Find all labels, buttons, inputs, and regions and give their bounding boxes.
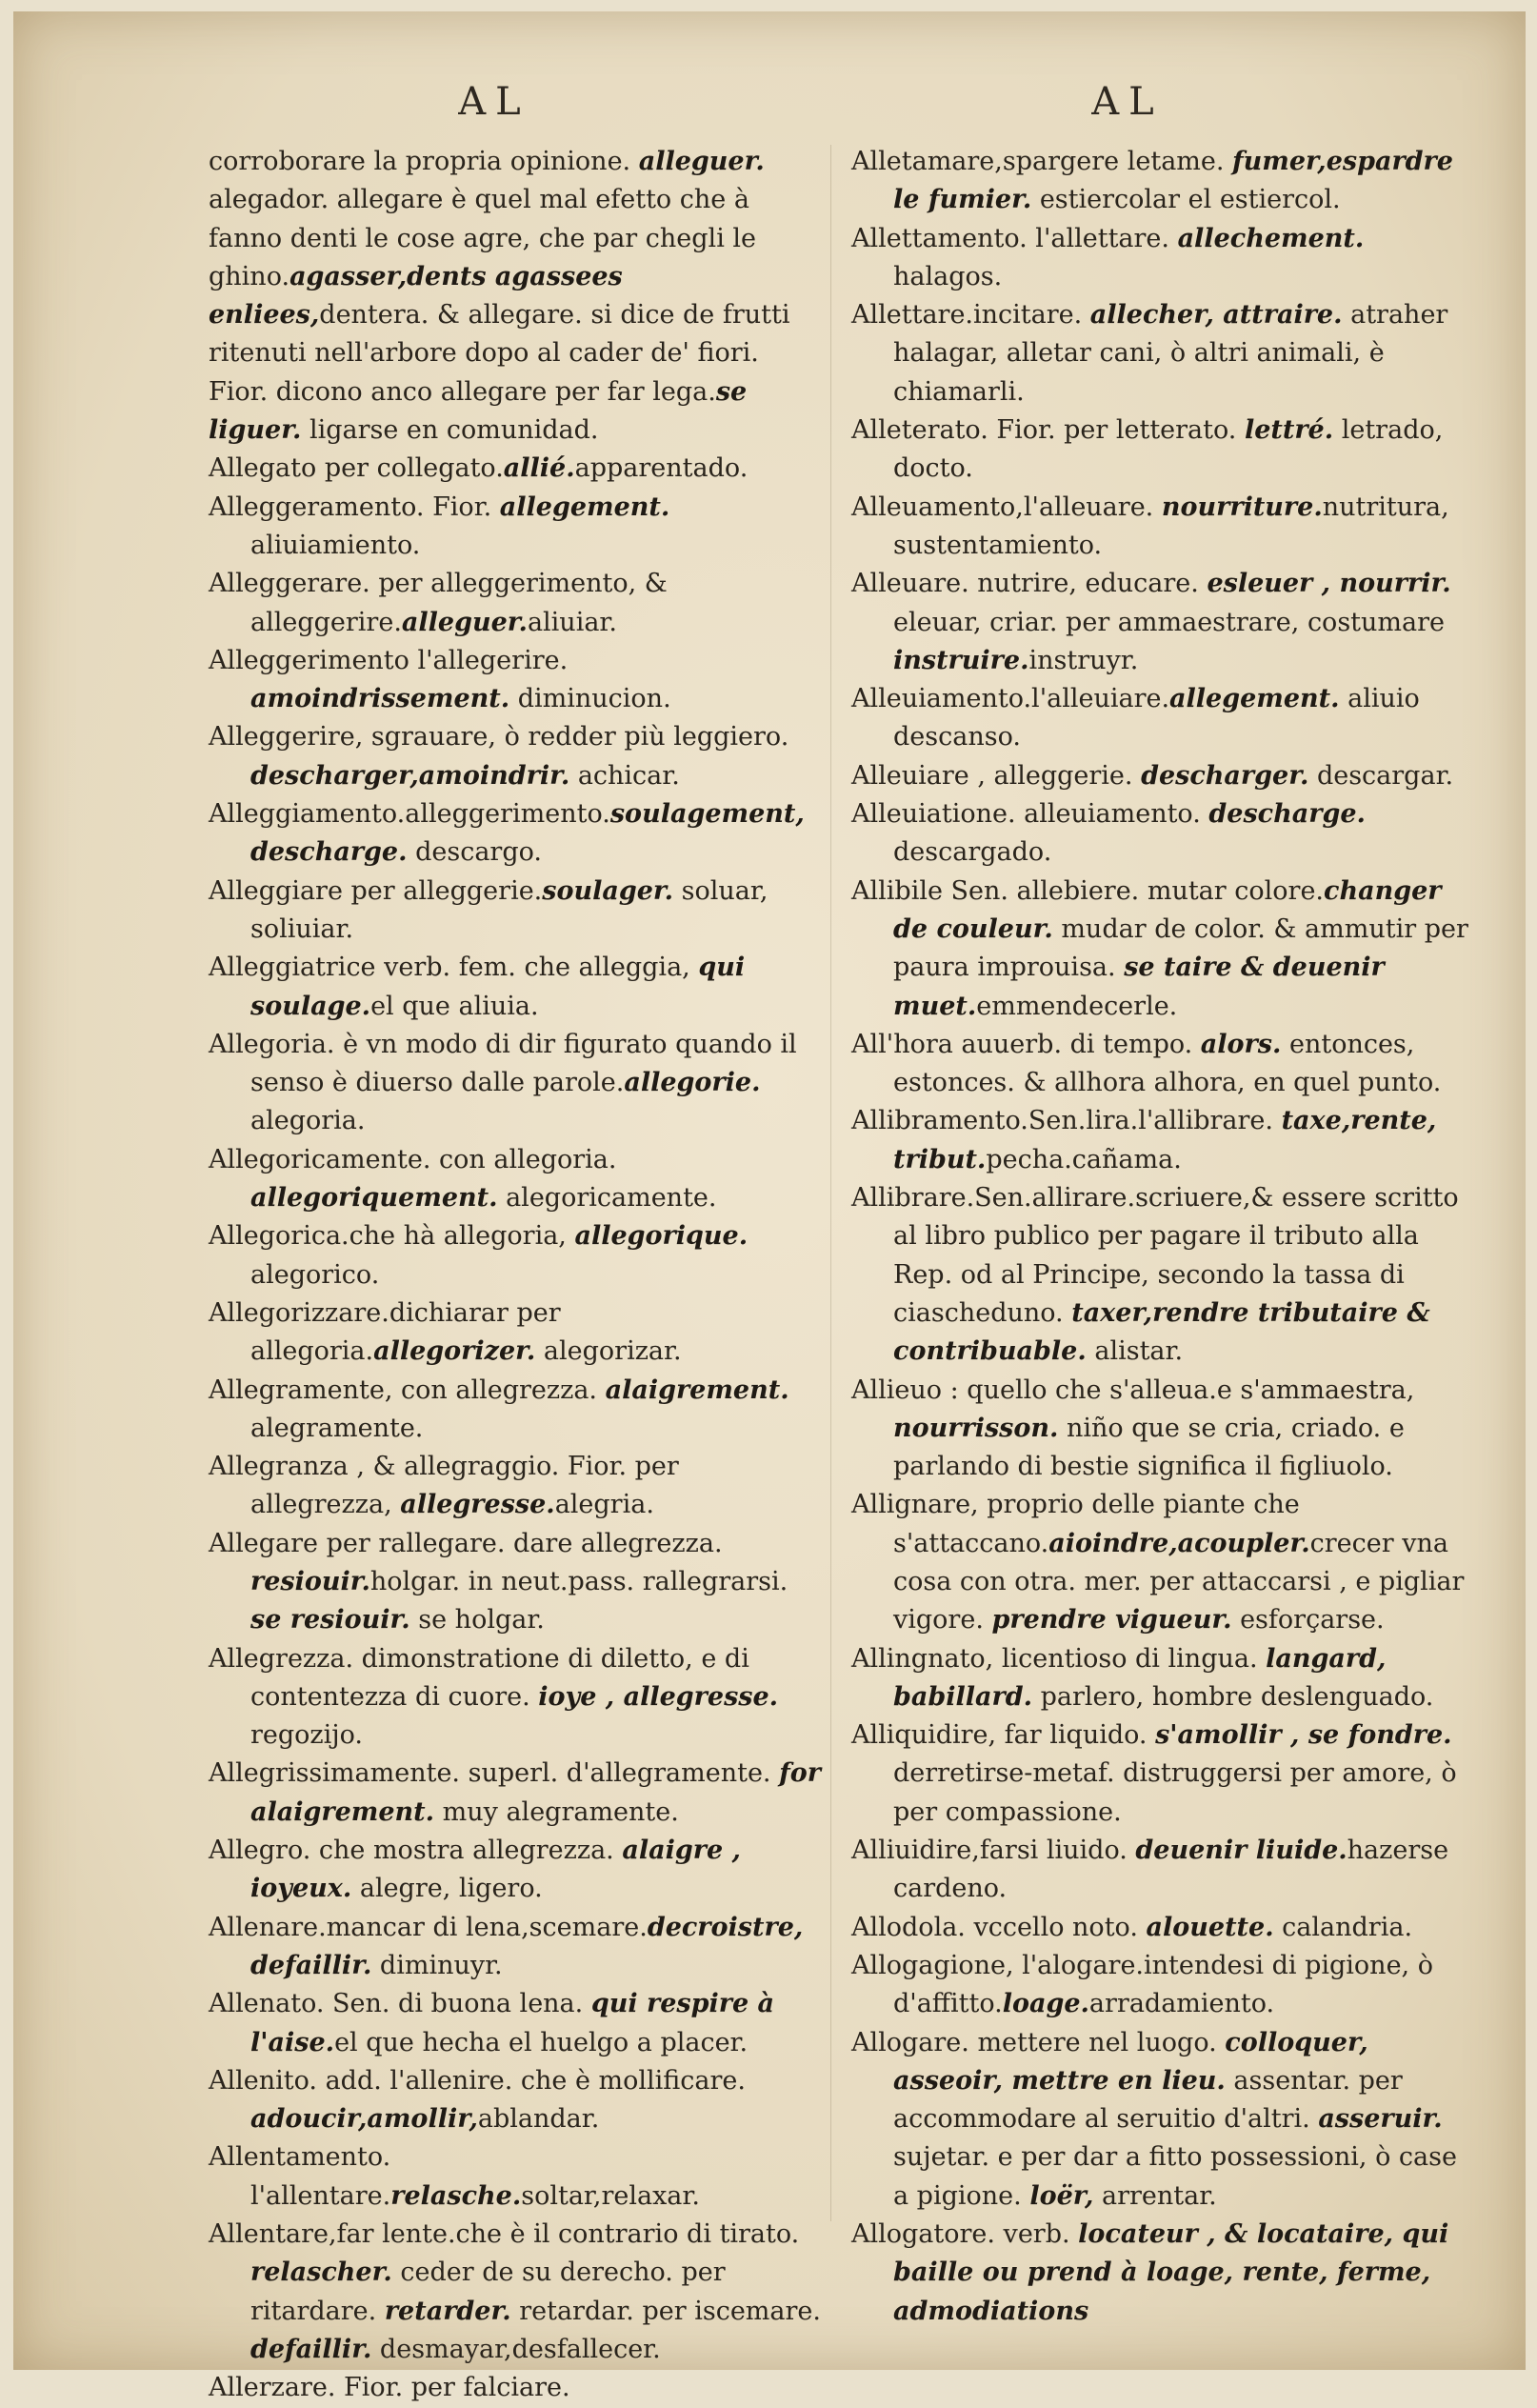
dictionary-entry: Alliuidire,farsi liuido. deuenir liuide.hazerse cardeno.	[851, 1836, 1449, 1904]
left-column	[209, 143, 824, 2408]
dictionary-entry: Allodola. vccello noto. alouette. calandria.	[851, 1912, 1413, 1942]
dictionary-entry: Allignare, proprio delle piante che s'attaccano.aioindre,acoupler.crecer vna cosa con otra. mer. per attaccarsi , e pigliar vigore. prendre vigueur. esforçarse.	[851, 1490, 1465, 1635]
dictionary-entry: Alletamare,spargere letame. fumer,espardre le fumier. estiercolar el estiercol.	[851, 147, 1453, 215]
dictionary-entry: Allegorizzare.dichiarar per allegoria.allegorizer. alegorizar.	[209, 1297, 682, 1367]
dictionary-entry: Allogatore. verb. locateur , & locataire, qui baille ou prend à loage, rente, ferme, admodiations	[851, 2219, 1449, 2326]
dictionary-entry: Allettare.incitare. allecher, attraire. atraher halagar, alletar cani, ò altri animali, è chiamarli.	[851, 300, 1448, 407]
dictionary-entry: Allegranza , & allegraggio. Fior. per allegrezza, allegresse.alegria.	[209, 1452, 679, 1520]
dictionary-entry: Allettamento. l'allettare. allechement. halagos.	[851, 223, 1365, 291]
dictionary-entry: Allegrissimamente. superl. d'allegramente. for alaigrement. muy alegramente.	[209, 1758, 821, 1827]
dictionary-entry: Alleggiamento.alleggerimento.soulagement, descharge. descargo.	[209, 799, 805, 868]
dictionary-entry: Allenito. add. l'allenire. che è mollificare. adoucir,amollir,ablandar.	[209, 2065, 746, 2135]
dictionary-entry: Allentamento. l'allentare.relasche.soltar,relaxar.	[209, 2142, 700, 2211]
dictionary-entry: Allegramente, con allegrezza. alaigrement. alegramente.	[209, 1375, 789, 1443]
dictionary-entry: Allegro. che mostra allegrezza. alaigre , ioyeux. alegre, ligero.	[209, 1836, 741, 1904]
dictionary-entry: Allingnato, licentioso di lingua. langard, babillard. parlero, hombre deslenguado.	[851, 1643, 1434, 1712]
dictionary-entry: Allibile Sen. allebiere. mutar colore.changer de couleur. mudar de color. & ammutir per paura improuisa. se taire & deuenir muet.emmendecerle.	[851, 875, 1468, 1021]
dictionary-entry: Allentare,far lente.che è il contrario di tirato. relascher. ceder de su derecho. per ritardare. retarder. retardar. per iscemare. defaillir. desmayar,desfallecer.	[209, 2219, 821, 2364]
dictionary-entry: Allenato. Sen. di buona lena. qui respire à l'aise.el que hecha el huelgo a placer.	[209, 1989, 775, 2057]
dictionary-entry: Alleggiatrice verb. fem. che alleggia, qui soulage.el que aliuia.	[209, 953, 746, 1021]
dictionary-entry: Allerzare. Fior. per falciare.	[209, 2373, 570, 2403]
dictionary-entry: corroborare la propria opinione. alleguer. alegador. allegare è quel mal efetto che à fanno denti le cose agre, che par chegli le ghino.agasser,dents agassees enliees,dentera. & allegare. si dice de frutti ritenuti nell'arbore dopo al cader de' fiori. Fior. dicono anco allegare per far lega.se liguer. ligarse en comunidad.	[209, 147, 790, 446]
right-column	[851, 143, 1480, 2331]
dictionary-entry: Alleuiamento.l'alleuiare.allegement. aliuio descanso.	[851, 684, 1420, 752]
dictionary-entry: Alleuiatione. alleuiamento. descharge. descargado.	[851, 799, 1366, 868]
dictionary-entry: Alleterato. Fior. per letterato. lettré. letrado, docto.	[851, 415, 1444, 484]
book-page	[13, 11, 1526, 2403]
dictionary-entry: Alleggerimento l'allegerire. amoindrissement. diminucion.	[209, 645, 671, 714]
dictionary-entry: Allogare. mettere nel luogo. colloquer, asseoir, mettre en lieu. assentar. per accommodare al seruitio d'altri. asseruir. sujetar. e per dar a fitto possessioni, ò case a pigione. loër, arrentar.	[851, 2027, 1457, 2211]
dictionary-entry: Allegato per collegato.allié.apparentado.	[209, 453, 749, 484]
dictionary-entry: Alleggiare per alleggerie.soulager. soluar, soliuiar.	[209, 875, 768, 944]
dictionary-entry: Allibrare.Sen.allirare.scriuere,& essere scritto al libro publico per pagare il tributo alla Rep. od al Principe, secondo la tassa di ciascheduno. taxer,rendre tributaire & contribuable. alistar.	[851, 1183, 1459, 1367]
dictionary-entry: Allegrezza. dimonstratione di diletto, e di contentezza di cuore. ioye , allegresse. regozijo.	[209, 1643, 779, 1751]
dictionary-entry: Alliquidire, far liquido. s'amollir , se fondre. derretirse-metaf. distruggersi per amore, ò per compassione.	[851, 1720, 1457, 1827]
dictionary-entry: All'hora auuerb. di tempo. alors. entonces, estonces. & allhora alhora, en quel punto.	[851, 1029, 1442, 1098]
dictionary-entry: Alleuiare , alleggerie. descharger. descargar.	[851, 760, 1454, 791]
dictionary-entry: Allegare per rallegare. dare allegrezza. resiouir.holgar. in neut.pass. rallegrarsi. se resiouir. se holgar.	[209, 1528, 788, 1635]
dictionary-entry: Allibramento.Sen.lira.l'allibrare. taxe,rente, tribut.pecha.cañama.	[851, 1106, 1437, 1174]
dictionary-entry: Allegorica.che hà allegoria, allegorique. alegorico.	[209, 1221, 749, 1290]
dictionary-entry: Alleggeramento. Fior. allegement. aliuiamiento.	[209, 492, 670, 560]
right-running-header: AL	[1091, 80, 1164, 124]
dictionary-entry: Allenare.mancar di lena,scemare.decroistre, defaillir. diminuyr.	[209, 1912, 804, 1980]
left-running-header: AL	[458, 80, 530, 124]
column-gutter	[830, 145, 831, 2221]
dictionary-entry: Allieuo : quello che s'alleua.e s'ammaestra, nourrisson. niño que se cria, criado. e parlando di bestie significa il figliuolo.	[851, 1375, 1415, 1482]
dictionary-entry: Alleuare. nutrire, educare. esleuer , nourrir. eleuar, criar. per ammaestrare, costumare instruire.instruyr.	[851, 569, 1451, 675]
dictionary-entry: Allogagione, l'alogare.intendesi di pigione, ò d'affitto.loage.arradamiento.	[851, 1950, 1433, 2019]
dictionary-entry: Allegoria. è vn modo di dir figurato quando il senso è diuerso dalle parole.allegorie. alegoria.	[209, 1029, 797, 1136]
dictionary-entry: Allegoricamente. con allegoria. allegoriquement. alegoricamente.	[209, 1144, 717, 1214]
dictionary-entry: Alleggerire, sgrauare, ò redder più leggiero. descharger,amoindrir. achicar.	[209, 722, 789, 791]
dictionary-entry: Alleuamento,l'alleuare. nourriture.nutritura, sustentamiento.	[851, 492, 1449, 560]
dictionary-entry: Alleggerare. per alleggerimento, & alleggerire.alleguer.aliuiar.	[209, 569, 668, 637]
